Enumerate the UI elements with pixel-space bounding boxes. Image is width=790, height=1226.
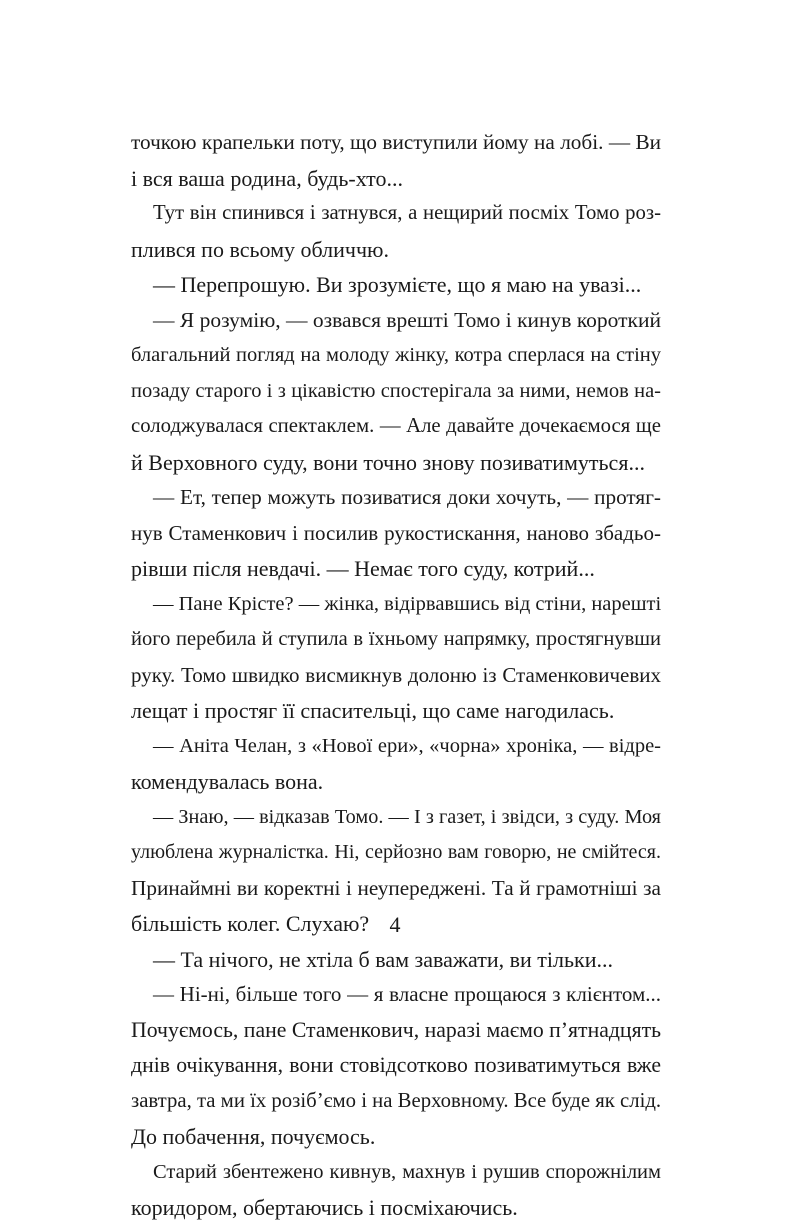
text-line: й Верховного суду, вони точно знову позиватимуться...	[131, 449, 645, 475]
text-line: завтра, та ми їх розіб’ємо і на Верховному. Все буде як слід.	[131, 1089, 662, 1112]
text-line: точкою крапельки поту, що виступили йому на лобі. — Ви	[131, 130, 661, 154]
text-line: благальний погляд на молоду жінку, котра сперлася на стіну	[131, 344, 661, 366]
text-line: — Перепрошую. Ви зрозумієте, що я маю на увазі...	[153, 272, 642, 297]
text-line: його перебила й ступила в їхньому напрямку, простягнувши	[131, 628, 661, 650]
text-line: днів очікування, вони стовідсотково позиватимуться вже	[131, 1053, 661, 1077]
text-line: — Ет, тепер можуть позиватися доки хочуть, — протяг-	[153, 485, 661, 509]
text-line: Принаймні ви коректні і неупереджені. Та й грамотніші за	[131, 875, 661, 900]
text-line: — Ні-ні, більше того — я власне прощаюся з клієнтом...	[153, 982, 661, 1006]
text-line: — Я розумію, — озвався врешті Томо і кинув короткий	[153, 307, 661, 332]
text-line: Старий збентежено кивнув, махнув і рушив спорожнілим	[153, 1160, 661, 1183]
body-text	[131, 125, 661, 1226]
text-line: лещат і простяг її спасительці, що саме нагодилась.	[131, 698, 615, 723]
text-line: — Аніта Челан, з «Нової ери», «чорна» хроніка, — відре-	[153, 734, 661, 757]
text-line: плився по всьому обличчю.	[131, 236, 389, 262]
page-number: 4	[389, 912, 401, 937]
text-line: Тут він спинився і затнувся, а нещирий посміх Томо роз-	[153, 202, 661, 224]
text-line: улюблена журналістка. Ні, серйозно вам говорю, не смійтеся.	[131, 841, 661, 863]
text-line: До побачення, почуємось.	[131, 1124, 376, 1149]
text-line: коридором, обертаючись і посміхаючись.	[131, 1195, 518, 1220]
text-line: комендувалась вона.	[131, 769, 324, 794]
text-line: більшість колег. Слухаю?	[131, 911, 370, 936]
text-line: руку. Томо швидко висмикнув долоню із Стаменковичевих	[131, 662, 661, 687]
text-line: рівши після невдачі. — Немає того суду, котрий...	[131, 556, 595, 581]
text-line: нув Стаменкович і посилив рукостискання, наново збадьо-	[131, 520, 661, 545]
text-line: — Знаю, — відказав Томо. — І з газет, і звідси, з суду. Моя	[153, 805, 661, 828]
text-line: солоджувалася спектаклем. — Але давайте дочекаємося ще	[131, 415, 661, 437]
text-line: і вся ваша родина, будь-хто...	[131, 165, 403, 191]
text-line: — Та нічого, не хтіла б вам заважати, ви тільки...	[153, 946, 613, 972]
text-line: Почуємось, пане Стаменкович, наразі маємо п’ятнадцять	[131, 1017, 661, 1042]
text-line: — Пане Крісте? — жінка, відірвавшись від стіни, нарешті	[153, 592, 662, 615]
text-line: позаду старого і з цікавістю спостерігала за ними, немов на-	[131, 379, 661, 402]
